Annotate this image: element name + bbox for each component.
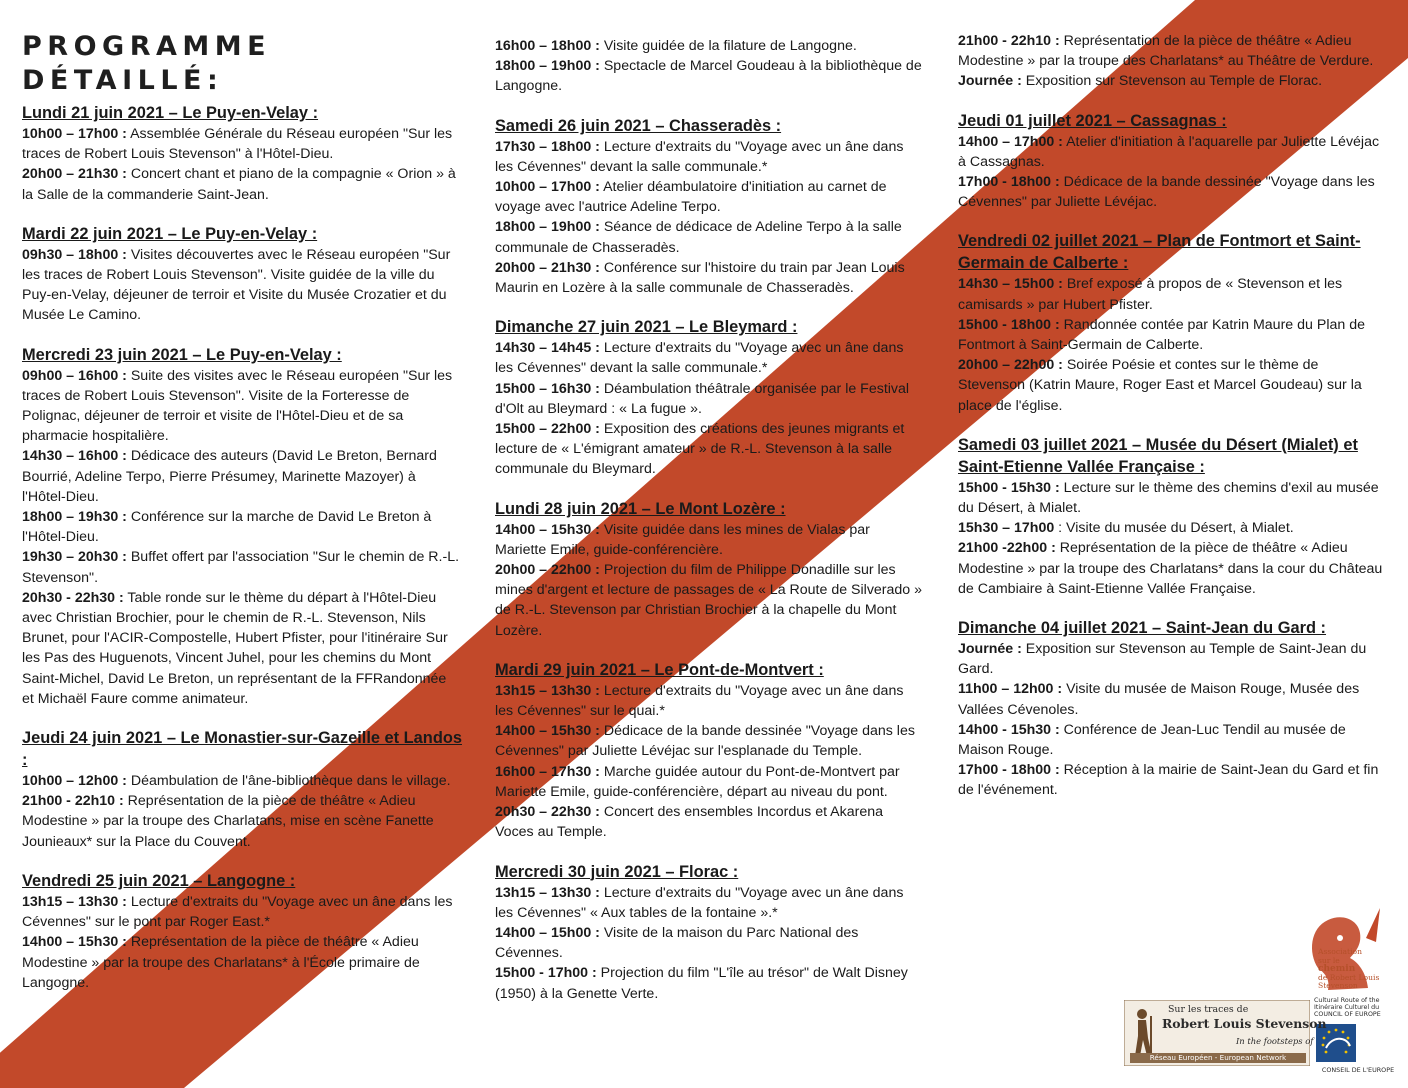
entry-text: Soirée Poésie et contes sur le thème de Stevenson (Katrin Maure, Roger East et Marcel Goudeau) sur la place de l'église. bbox=[958, 357, 1362, 414]
entry-text: Spectacle de Marcel Goudeau à la bibliothèque de Langogne. bbox=[495, 58, 922, 95]
entry-text: Projection du film de Philippe Donadille sur les mines d'argent et lecture de passages de « La Route de Silverado » de R.-L. Stevenson par Christian Brochier à la chapelle du Mont Lozère. bbox=[495, 562, 923, 639]
entry bbox=[22, 588, 462, 709]
stevenson-line1: Sur les traces de bbox=[1168, 1004, 1249, 1015]
entry-time: 15h00 - 18h00 : bbox=[958, 316, 1060, 333]
association-text bbox=[1318, 948, 1406, 991]
stevenson-line4: Réseau Européen - European Network bbox=[1130, 1053, 1306, 1063]
entry-time: 10h00 – 17h00 : bbox=[495, 179, 600, 196]
entry-text: Lecture d'extraits du "Voyage avec un âne dans les Cévennes" sur le quai.* bbox=[495, 682, 904, 720]
stevenson-line3: In the footsteps of bbox=[1236, 1036, 1314, 1046]
day-block-continued bbox=[495, 36, 925, 97]
entry-text: Concert des ensembles Incordus et Akarena Voces au Temple. bbox=[495, 804, 884, 841]
entry-time: 09h30 – 18h00 : bbox=[22, 246, 127, 263]
donkey-ear-icon bbox=[1366, 908, 1380, 942]
entry-time: 16h00 – 18h00 : bbox=[495, 38, 600, 54]
entry-time: 14h00 – 15h30 : bbox=[22, 934, 127, 951]
day-heading: Dimanche 27 juin 2021 – Le Bleymard : bbox=[495, 318, 798, 337]
entry bbox=[495, 883, 925, 923]
entry-time: 15h00 - 15h30 : bbox=[958, 479, 1060, 496]
entry bbox=[22, 124, 462, 164]
entry-text: Marche guidée autour du Pont-de-Montvert par Mariette Emile, guide-conférencière, départ au niveau du pont. bbox=[495, 763, 900, 800]
entry-text: Lecture d'extraits du "Voyage avec un âne dans les Cévennes" devant la salle communale.* bbox=[495, 138, 904, 175]
day-heading: Lundi 28 juin 2021 – Le Mont Lozère : bbox=[495, 499, 786, 518]
entry-time: 14h00 – 15h30 : bbox=[495, 521, 600, 538]
entry bbox=[958, 274, 1388, 314]
entry-text: Séance de dédicace de Adeline Terpo à la salle communale de Chasseradès. bbox=[495, 219, 902, 256]
day-block bbox=[495, 659, 925, 843]
entry bbox=[22, 771, 462, 791]
entry-time: 10h00 – 17h00 : bbox=[22, 126, 127, 142]
entry-time: 14h00 – 15h00 : bbox=[495, 924, 600, 941]
entry-time: 20h00 – 21h30 : bbox=[495, 259, 600, 276]
entry-text: Atelier d'initiation à l'aquarelle par Juliette Lévéjac à Cassagnas. bbox=[958, 133, 1380, 170]
entry-text: Exposition sur Stevenson au Temple de Florac. bbox=[1021, 73, 1323, 90]
day-heading: Mardi 22 juin 2021 – Le Puy-en-Velay : bbox=[22, 224, 318, 243]
entry-text: Réception à la mairie de Saint-Jean du Gard et fin de l'événement. bbox=[958, 762, 1379, 799]
entry-text: : Visite du musée du Désert, à Mialet. bbox=[1054, 520, 1294, 537]
entry-time: 18h00 – 19h00 : bbox=[495, 219, 600, 236]
entry-text: Déambulation théâtrale organisée par le Festival d'Olt au Bleymard : « La fugue ». bbox=[495, 380, 910, 417]
entry bbox=[958, 71, 1388, 91]
entry-time: 14h30 – 14h45 : bbox=[495, 340, 600, 357]
entry bbox=[958, 538, 1388, 599]
entry bbox=[22, 932, 462, 993]
entry-time: 10h00 – 12h00 : bbox=[22, 773, 127, 790]
day-block bbox=[495, 316, 925, 479]
entry bbox=[495, 923, 925, 963]
entry-time: 18h00 – 19h00 : bbox=[495, 58, 600, 75]
entry-text: Représentation de la pièce de théâtre « Adieu Modestine » par la troupe des Charlatans, mise en scène Fanette Jounieaux* sur la Place du Couvent. bbox=[22, 793, 434, 850]
entry bbox=[495, 338, 925, 378]
entry-text: Visite guidée de la filature de Langogne. bbox=[599, 38, 857, 54]
day-heading: Jeudi 24 juin 2021 – Le Monastier-sur-Gazeille et Landos : bbox=[22, 729, 462, 770]
day-block bbox=[958, 434, 1388, 599]
entry bbox=[958, 132, 1388, 172]
day-block bbox=[495, 498, 925, 641]
entry-time: Journée : bbox=[958, 641, 1022, 658]
entry bbox=[958, 639, 1388, 679]
entry-time: 20h30 – 22h30 : bbox=[495, 804, 600, 821]
entry-text: Dédicace de la bande dessinée "Voyage dans les Cévennes" par Juliette Lévéjac. bbox=[958, 174, 1375, 211]
entry-text: Conférence de Jean-Luc Tendil au musée de Maison Rouge. bbox=[958, 721, 1346, 759]
entry-time: 14h30 – 16h00 : bbox=[22, 448, 127, 465]
council-bottom-text: CONSEIL DE L'EUROPE bbox=[1321, 1066, 1395, 1074]
day-block bbox=[22, 223, 462, 326]
entry-text: Lecture d'extraits du "Voyage avec un âne dans les Cévennes" sur le pont par Roger East.* bbox=[22, 893, 453, 931]
entry bbox=[495, 379, 925, 419]
entry-time: 21h00 -22h00 : bbox=[958, 540, 1056, 557]
entry bbox=[958, 355, 1388, 416]
asso-line: chemin bbox=[1318, 964, 1356, 975]
day-block-continued bbox=[958, 31, 1388, 92]
entry-text: Représentation de la pièce de théâtre « Adieu Modestine » par la troupe des Charlatans* dans la cour du Château de Cambiaire à Saint-Etienne Vallée Française. bbox=[958, 540, 1383, 597]
entry-time: 09h00 – 16h00 : bbox=[22, 367, 127, 384]
entry-text: Visite du musée de Maison Rouge, Musée des Vallées Cévenoles. bbox=[958, 681, 1360, 718]
entry-text: Suite des visites avec le Réseau européen "Sur les traces de Robert Louis Stevenson". Visite de la Forteresse de Polignac, déjeuner de terroir et visite de l'Hôtel-Dieu et de sa pharmacie hospitalière. bbox=[22, 367, 453, 445]
entry-time: Journée : bbox=[958, 73, 1022, 90]
council-text: Cultural Route of the Itinéraire Culturel du COUNCIL OF EUROPE bbox=[1314, 997, 1381, 1019]
day-heading: Mercredi 23 juin 2021 – Le Puy-en-Velay : bbox=[22, 345, 342, 364]
entry-text: Visite de la maison du Parc National des Cévennes. bbox=[495, 924, 859, 962]
entry-text: Visite guidée dans les mines de Vialas par Mariette Emile, guide-conférencière. bbox=[495, 521, 870, 558]
page-title: PROGRAMME DÉTAILLÉ: bbox=[22, 31, 272, 96]
column-right bbox=[958, 31, 1388, 819]
entry bbox=[495, 419, 925, 480]
day-heading: Vendredi 25 juin 2021 – Langogne : bbox=[22, 871, 296, 890]
entry bbox=[495, 177, 925, 217]
entry-text: Dédicace de la bande dessinée "Voyage dans les Cévennes" par Juliette Lévéjac sur l'esplanade du Temple. bbox=[495, 723, 915, 760]
day-block bbox=[22, 102, 462, 205]
entry bbox=[495, 520, 925, 560]
entry-text: Concert chant et piano de la compagnie « Orion » à la Salle de la commanderie Saint-Jean. bbox=[22, 166, 456, 203]
entry bbox=[495, 56, 925, 96]
day-heading: Jeudi 01 juillet 2021 – Cassagnas : bbox=[958, 111, 1227, 130]
entry bbox=[22, 164, 462, 204]
entry bbox=[495, 258, 925, 298]
entry bbox=[958, 478, 1388, 518]
day-heading: Samedi 26 juin 2021 – Chasseradès : bbox=[495, 116, 782, 135]
entry-time: 15h30 – 17h00 bbox=[958, 520, 1055, 537]
entry-time: 21h00 - 22h10 : bbox=[22, 793, 124, 810]
entry-time: 14h00 - 15h30 : bbox=[958, 721, 1060, 738]
entry-text: Randonnée contée par Katrin Maure du Plan de Fontmort à Saint-Germain de Calberte. bbox=[958, 316, 1365, 354]
entry-time: 14h30 – 15h00 : bbox=[958, 276, 1063, 293]
entry-text: Bref exposé à propos de « Stevenson et les camisards » par Hubert Pfister. bbox=[958, 276, 1343, 313]
entry-time: 21h00 - 22h10 : bbox=[958, 33, 1060, 49]
entry bbox=[495, 681, 925, 721]
entry-time: 16h00 – 17h30 : bbox=[495, 763, 600, 780]
entry bbox=[495, 137, 925, 177]
day-heading: Lundi 21 juin 2021 – Le Puy-en-Velay : bbox=[22, 104, 319, 122]
day-heading: Dimanche 04 juillet 2021 – Saint-Jean du Gard : bbox=[958, 619, 1327, 638]
entry bbox=[22, 892, 462, 932]
asso-line: de Robert Louis bbox=[1318, 972, 1380, 982]
entry bbox=[958, 172, 1388, 212]
entry-time: 13h15 – 13h30 : bbox=[495, 682, 600, 699]
entry-time: 14h00 – 17h00 : bbox=[958, 133, 1063, 150]
entry bbox=[958, 518, 1388, 538]
entry-time: 13h15 – 13h30 : bbox=[495, 884, 600, 901]
entry-time: 14h00 – 15h30 : bbox=[495, 723, 600, 740]
entry-time: 17h00 - 18h00 : bbox=[958, 762, 1060, 779]
entry-text: Exposition sur Stevenson au Temple de Saint-Jean du Gard. bbox=[958, 641, 1367, 678]
entry-time: 13h15 – 13h30 : bbox=[22, 893, 127, 910]
entry-text: Projection du film "L'île au trésor" de Walt Disney (1950) à la Genette Verte. bbox=[495, 965, 908, 1002]
entry-time: 20h00 – 22h00 : bbox=[495, 562, 600, 579]
day-heading: Mardi 29 juin 2021 – Le Pont-de-Montvert : bbox=[495, 660, 824, 679]
entry bbox=[22, 245, 462, 326]
entry-text: Table ronde sur le thème du départ à l'Hôtel-Dieu avec Christian Brochier, pour le chemin de R.-L. Stevenson, Nils Brunet, pour l'ACIR-Compostelle, Hubert Pfister, pour l'itinéraire Sur les Pas des Huguenots, Vincent Juhel, pour les chemins du Mont Saint-Michel, David Le Breton, un représentant de la FFRandonnée et Michaël Faure comme animateur. bbox=[22, 589, 448, 707]
day-block bbox=[958, 617, 1388, 801]
entry bbox=[22, 507, 462, 547]
entry-text: Lecture sur le thème des chemins d'exil au musée du Désert, à Mialet. bbox=[958, 479, 1379, 517]
entry-text: Représentation de la pièce de théâtre « Adieu Modestine » par la troupe des Charlatans* au Théâtre de Verdure. bbox=[958, 33, 1374, 70]
day-block bbox=[495, 115, 925, 299]
entry-time: 19h30 – 20h30 : bbox=[22, 549, 127, 566]
day-block bbox=[22, 344, 462, 709]
entry bbox=[958, 315, 1388, 355]
entry bbox=[495, 963, 925, 1003]
day-block bbox=[22, 727, 462, 852]
entry-time: 15h00 – 16h30 : bbox=[495, 380, 600, 397]
entry-time: 20h00 – 21h30 : bbox=[22, 166, 127, 183]
entry-time: 20h30 - 22h30 : bbox=[22, 589, 124, 606]
entry-text: Conférence sur la marche de David Le Breton à l'Hôtel-Dieu. bbox=[22, 509, 432, 546]
entry-text: Assemblée Générale du Réseau européen "Sur les traces de Robert Louis Stevenson" à l'Hôtel-Dieu. bbox=[22, 126, 453, 163]
entry bbox=[22, 366, 462, 447]
entry bbox=[495, 560, 925, 641]
entry-text: Lecture d'extraits du "Voyage avec un âne dans les Cévennes" devant la salle communale.* bbox=[495, 340, 904, 377]
entry bbox=[495, 217, 925, 257]
asso-line: sur le bbox=[1318, 955, 1340, 965]
entry-text: Lecture d'extraits du "Voyage avec un âne dans les Cévennes" « Aux tables de la fontaine ».* bbox=[495, 884, 904, 921]
entry-text: Exposition des créations des jeunes migrants et lecture de « L'émigrant amateur » de R.-L. Stevenson à la salle communale du Bleymard. bbox=[495, 421, 905, 478]
day-block bbox=[495, 861, 925, 1004]
entry-text: Visites découvertes avec le Réseau européen "Sur les traces de Robert Louis Stevenson". Visite guidée de la ville du Puy-en-Velay, déjeuner de terroir et Visite du Musée Crozatier et du Musée Le Camino. bbox=[22, 246, 451, 324]
entry bbox=[958, 31, 1388, 71]
entry bbox=[958, 760, 1388, 800]
entry-time: 18h00 – 19h30 : bbox=[22, 509, 127, 526]
entry-time: 17h00 - 18h00 : bbox=[958, 174, 1060, 191]
entry bbox=[22, 547, 462, 587]
entry-time: 15h00 - 17h00 : bbox=[495, 965, 597, 982]
day-heading: Mercredi 30 juin 2021 – Florac : bbox=[495, 862, 739, 881]
day-heading: Samedi 03 juillet 2021 – Musée du Désert (Mialet) et Saint-Etienne Vallée Française : bbox=[958, 435, 1358, 476]
entry-text: Conférence sur l'histoire du train par Jean Louis Maurin en Lozère à la salle communale de Chasseradès. bbox=[495, 259, 905, 297]
entry bbox=[495, 762, 925, 802]
asso-line: Association bbox=[1318, 947, 1363, 956]
entry-text: Buffet offert par l'association "Sur le chemin de R.-L. Stevenson". bbox=[22, 549, 460, 586]
entry bbox=[495, 36, 925, 56]
day-block bbox=[958, 230, 1388, 415]
column-middle bbox=[495, 36, 925, 1022]
entry-text: Déambulation de l'âne-bibliothèque dans le village. bbox=[126, 773, 451, 790]
entry bbox=[958, 679, 1388, 719]
day-block bbox=[22, 870, 462, 993]
entry bbox=[958, 720, 1388, 760]
column-left bbox=[22, 30, 462, 1011]
entry-time: 20h00 – 22h00 : bbox=[958, 357, 1063, 374]
entry bbox=[22, 446, 462, 507]
entry-text: Atelier déambulatoire d'initiation au carnet de voyage avec l'autrice Adeline Terpo. bbox=[495, 179, 887, 216]
entry bbox=[22, 791, 462, 852]
entry-text: Dédicace des auteurs (David Le Breton, Bernard Bourrié, Adeline Terpo, Pierre Présumey, Marinette Mazoyer) à l'Hôtel-Dieu. bbox=[22, 448, 437, 505]
eye-icon bbox=[1337, 935, 1343, 941]
asso-line: Stevenson bbox=[1318, 981, 1358, 991]
day-block bbox=[958, 110, 1388, 213]
entry bbox=[495, 802, 925, 842]
day-heading: Vendredi 02 juillet 2021 – Plan de Fontmort et Saint-Germain de Calberte : bbox=[958, 232, 1361, 273]
entry-time: 15h00 – 22h00 : bbox=[495, 421, 600, 438]
entry-time: 17h30 – 18h00 : bbox=[495, 138, 600, 155]
entry-time: 11h00 – 12h00 : bbox=[958, 681, 1063, 698]
entry bbox=[495, 721, 925, 761]
entry-text: Représentation de la pièce de théâtre « Adieu Modestine » par la troupe des Charlatans* à l'École primaire de Langogne. bbox=[22, 934, 420, 991]
stevenson-line2: Robert Louis Stevenson bbox=[1162, 1016, 1327, 1031]
